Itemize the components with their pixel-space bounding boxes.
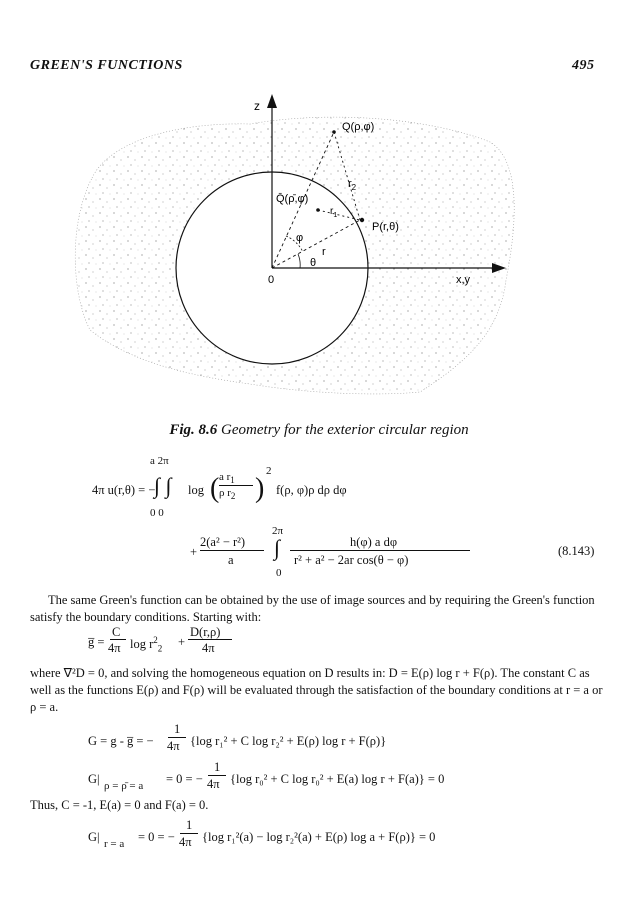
- label-xy: x,y: [456, 274, 471, 286]
- paragraph-2: where ∇²D = 0, and solving the homogeneous equation on D results in: D = E(ρ) log r + F(ρ). The constant C as well as the functions E(ρ) and F(ρ) will be evaluated through the satisfaction of the boundary conditions at r = a or ρ = a.: [30, 666, 603, 714]
- equation-3: g̅ = C 4π $\log r^2_2$ + D(r,ρ) 4π: [88, 625, 348, 659]
- equation-1: a 2π 4π u(r,θ) = − ∫ ∫ log ( a $r_1$ ρ $r_2$ ) 2 f(ρ, φ)ρ dρ dφ 0 0: [92, 455, 347, 519]
- thus-line: Thus, C = -1, E(a) = 0 and F(a) = 0.: [30, 798, 209, 812]
- label-origin: 0: [268, 274, 275, 286]
- label-theta: θ: [310, 257, 317, 269]
- equation-4: G = g - g̅ = − 1 4π {log r₁² + C log r₂² + E(ρ) log r + F(ρ)}: [88, 722, 387, 753]
- label-Qbar: Q̄(ρ̄,φ): [276, 193, 309, 205]
- label-z: z: [254, 99, 260, 113]
- label-r2: r: [348, 178, 352, 190]
- label-r1: r: [330, 206, 334, 217]
- paragraph-1: The same Green's function can be obtained by the use of image sources and by requiring the Green's function satisfy the boundary conditions. Starting with:: [30, 593, 595, 624]
- z-axis-arrow: [267, 94, 277, 108]
- running-header: GREEN'S FUNCTIONS: [30, 58, 183, 73]
- label-r: r: [322, 246, 326, 258]
- label-P: P(r,θ): [372, 221, 399, 233]
- figure-8-6: [0, 0, 638, 420]
- page-number: 495: [572, 58, 595, 73]
- equation-number: (8.143): [558, 544, 595, 558]
- equation-5: G| ρ = ρ̄ = a = 0 = − 1 4π {log r₀² + C log r₀² + E(a) log r + F(a)} = 0: [88, 760, 445, 792]
- label-phi: φ: [296, 232, 304, 244]
- equation-2: + 2(a² − r²) a 2π ∫ 0 h(φ) a dφ r² + a² − 2ar cos(θ − φ) (8.143): [190, 525, 595, 579]
- figure-caption: Fig. 8.6 Geometry for the exterior circular region: [169, 422, 469, 438]
- svg-text:r1: $r_1$: [330, 206, 338, 219]
- svg-text:r2: $r_2$: [348, 178, 357, 192]
- equation-6: G| r = a = 0 = − 1 4π {log r₁²(a) − log r₂²(a) + E(ρ) log a + F(ρ)} = 0: [88, 818, 436, 850]
- label-Q: Q(ρ,φ): [342, 121, 375, 133]
